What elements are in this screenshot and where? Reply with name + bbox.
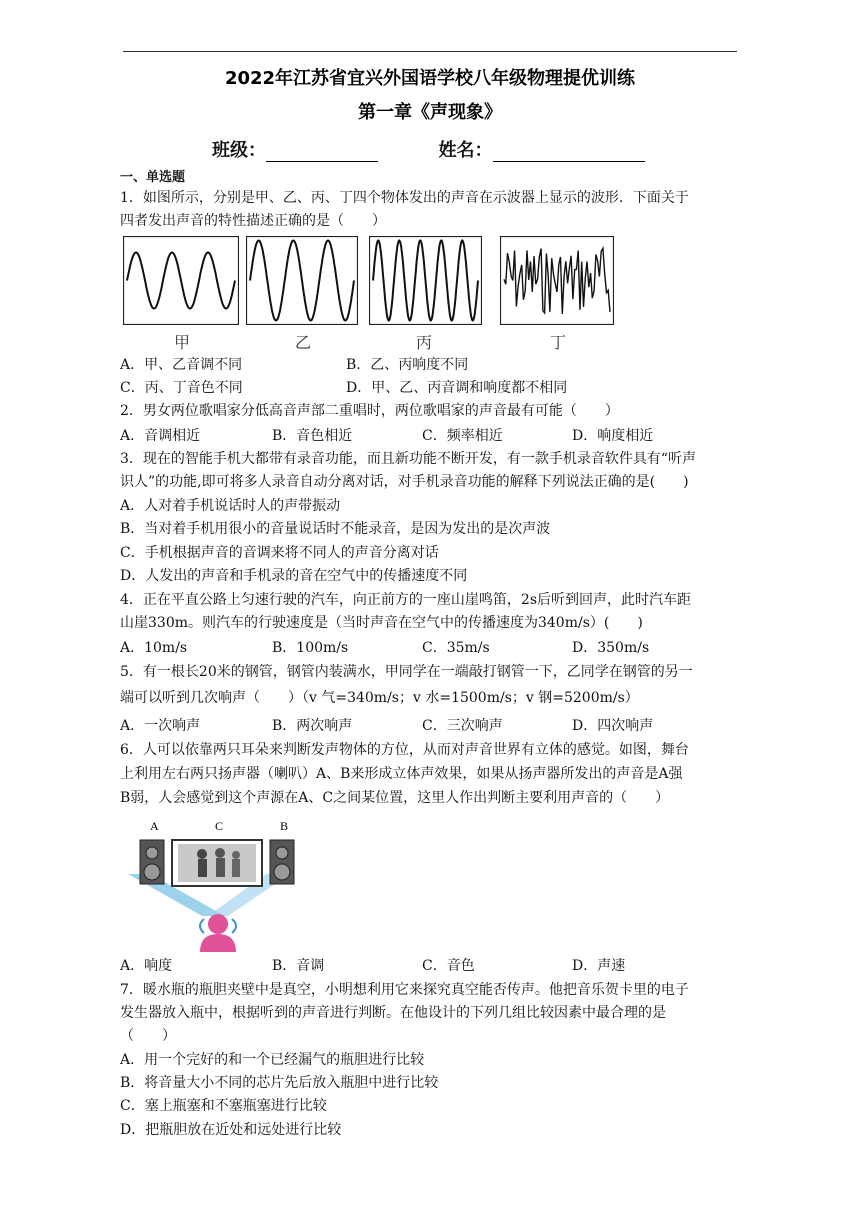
waveform-yi xyxy=(246,236,358,325)
q5-option-a[interactable]: A．一次响声 xyxy=(120,718,201,734)
q4-stem-2: 山崖330m。则汽车的行驶速度是（当时声音在空气中的传播速度为340m/s）( ) xyxy=(120,615,643,631)
name-blank[interactable] xyxy=(493,141,645,162)
student-info xyxy=(212,136,645,162)
q2-option-a[interactable]: A．音调相近 xyxy=(120,428,201,444)
q3-stem-1: 3．现在的智能手机大都带有录音功能，而且新功能不断开发，有一款手机录音软件具有“听声 xyxy=(120,451,697,467)
q1-option-a[interactable]: A．甲、乙音调不同 xyxy=(120,357,243,373)
q6-option-b[interactable]: B．音调 xyxy=(272,958,325,974)
waveform-jia xyxy=(123,236,239,325)
q5-stem-2: 端可以听到几次响声（ ）（v 气=340m/s；v 水=1500m/s；v 钢=5200m/s） xyxy=(120,690,639,706)
q7-option-b[interactable]: B．将音量大小不同的芯片先后放入瓶胆中进行比较 xyxy=(120,1075,439,1091)
class-blank[interactable] xyxy=(266,141,378,162)
label-jia: 甲 xyxy=(174,333,191,352)
fig-label-a: A xyxy=(150,819,159,833)
q7-option-d[interactable]: D．把瓶胆放在近处和远处进行比较 xyxy=(120,1122,342,1138)
speaker-b-icon xyxy=(270,840,294,884)
speaker-a-icon xyxy=(140,840,164,884)
q5-stem-1: 5．有一根长20米的钢管，钢管内装满水，甲同学在一端敲打钢管一下，乙同学在钢管的另一 xyxy=(120,664,693,680)
stage-screen-icon xyxy=(172,840,262,886)
fig-label-b: B xyxy=(280,819,289,833)
label-ding: 丁 xyxy=(550,333,567,352)
q4-stem-1: 4．正在平直公路上匀速行驶的汽车，向正前方的一座山崖鸣笛，2s后听到回声，此时汽车距 xyxy=(120,592,691,608)
waveform-bing xyxy=(369,236,482,325)
q2-option-d[interactable]: D．响度相近 xyxy=(572,428,654,444)
q4-option-d[interactable]: D．350m/s xyxy=(572,640,650,656)
listener-icon xyxy=(200,914,236,952)
q4-option-c[interactable]: C．35m/s xyxy=(422,640,490,656)
label-bing: 丙 xyxy=(416,333,433,352)
label-yi: 乙 xyxy=(295,333,312,352)
fig-label-c: C xyxy=(215,819,224,833)
q3-stem-2: 识人”的功能,即可将多人录音自动分离对话，对手机录音功能的解释下列说法正确的是( ) xyxy=(120,474,689,490)
q1-option-d[interactable]: D．甲、乙、丙音调和响度都不相同 xyxy=(346,380,568,396)
chapter-title: 第一章《声现象》 xyxy=(358,102,502,123)
q7-stem-2: 发生器放入瓶中，根据听到的声音进行判断。在他设计的下列几组比较因素中最合理的是 xyxy=(120,1005,666,1021)
q6-option-c[interactable]: C．音色 xyxy=(422,958,475,974)
q1-stem-2: 四者发出声音的特性描述正确的是（ ） xyxy=(120,213,386,229)
q3-option-b[interactable]: B．当对着手机用很小的音量说话时不能录音，是因为发出的是次声波 xyxy=(120,521,551,537)
q2-stem-1: 2．男女两位歌唱家分低高音声部二重唱时，两位歌唱家的声音最有可能（ ） xyxy=(120,403,619,419)
top-rule xyxy=(123,51,737,52)
q3-option-a[interactable]: A．人对着手机说话时人的声带振动 xyxy=(120,498,341,514)
q4-option-b[interactable]: B．100m/s xyxy=(272,640,349,656)
q5-option-b[interactable]: B．两次响声 xyxy=(272,718,353,734)
q2-option-c[interactable]: C．频率相近 xyxy=(422,428,503,444)
q4-option-a[interactable]: A．10m/s xyxy=(120,640,188,656)
q1-option-c[interactable]: C．丙、丁音色不同 xyxy=(120,380,243,396)
q5-option-c[interactable]: C．三次响声 xyxy=(422,718,503,734)
q5-option-d[interactable]: D．四次响声 xyxy=(572,718,654,734)
q6-stem-1: 6．人可以依靠两只耳朵来判断发声物体的方位，从而对声音世界有立体的感觉。如图，舞台 xyxy=(120,742,689,758)
class-label: 班级： xyxy=(212,140,266,161)
q7-option-c[interactable]: C．塞上瓶塞和不塞瓶塞进行比较 xyxy=(120,1098,327,1114)
q6-stem-3: B弱，人会感觉到这个声源在A、C之间某位置，这里人作出判断主要利用声音的（ ） xyxy=(120,790,670,806)
stereo-speaker-figure xyxy=(120,816,300,952)
q7-stem-3: （ ） xyxy=(120,1028,176,1044)
q6-option-d[interactable]: D．声速 xyxy=(572,958,626,974)
q6-option-a[interactable]: A．响度 xyxy=(120,958,173,974)
q7-stem-1: 7．暖水瓶的瓶胆夹壁中是真空，小明想利用它来探究真空能否传声。他把音乐贺卡里的电子 xyxy=(120,982,689,998)
section-heading: 一、单选题 xyxy=(120,170,186,185)
page-title: 2022年江苏省宜兴外国语学校八年级物理提优训练 xyxy=(224,68,636,89)
name-label: 姓名： xyxy=(438,140,493,161)
q3-option-c[interactable]: C．手机根据声音的音调来将不同人的声音分离对话 xyxy=(120,545,439,561)
waveform-ding xyxy=(500,236,614,325)
q3-option-d[interactable]: D．人发出的声音和手机录的音在空气中的传播速度不同 xyxy=(120,568,468,584)
q6-stem-2: 上利用左右两只扬声器（喇叭）A、B来形成立体声效果，如果从扬声器所发出的声音是A强 xyxy=(120,766,683,782)
q1-stem-1: 1．如图所示，分别是甲、乙、丙、丁四个物体发出的声音在示波器上显示的波形．下面关于 xyxy=(120,190,689,206)
q7-option-a[interactable]: A．用一个完好的和一个已经漏气的瓶胆进行比较 xyxy=(120,1052,425,1068)
q2-option-b[interactable]: B．音色相近 xyxy=(272,428,353,444)
q1-option-b[interactable]: B．乙、丙响度不同 xyxy=(346,357,469,373)
